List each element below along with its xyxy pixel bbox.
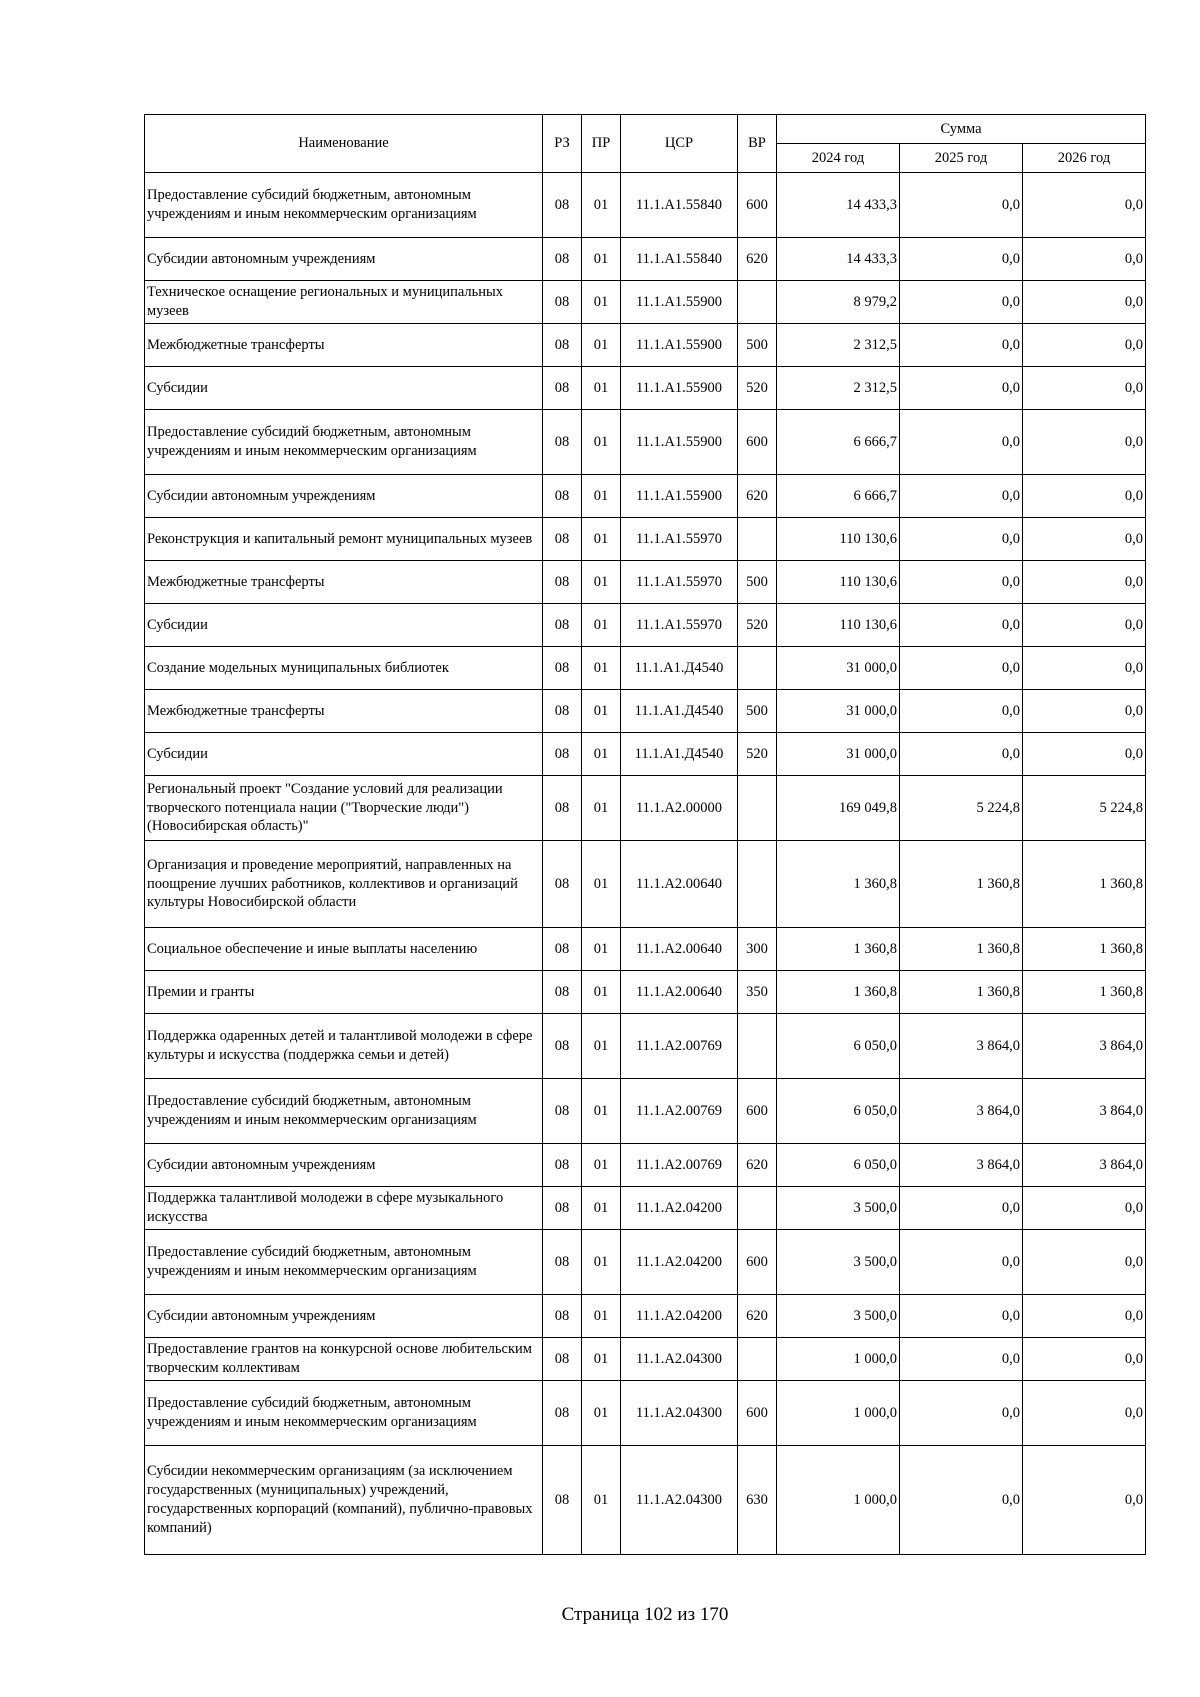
row-sum-2025: 3 864,0 — [900, 1079, 1023, 1144]
row-sum-2025: 0,0 — [900, 1446, 1023, 1555]
row-sum-2026: 1 360,8 — [1023, 841, 1146, 928]
row-csr: 11.1.А1.55900 — [621, 410, 738, 475]
row-rz: 08 — [543, 1338, 582, 1381]
row-rz: 08 — [543, 733, 582, 776]
row-rz: 08 — [543, 841, 582, 928]
row-name: Предоставление субсидий бюджетным, автономным учреждениям и иным некоммерческим организациям — [145, 1079, 543, 1144]
row-csr: 11.1.А1.Д4540 — [621, 690, 738, 733]
row-pr: 01 — [582, 971, 621, 1014]
header-sum: Сумма — [777, 115, 1146, 144]
row-sum-2024: 3 500,0 — [777, 1187, 900, 1230]
row-csr: 11.1.А2.00769 — [621, 1144, 738, 1187]
table-row — [145, 518, 1146, 561]
row-vr: 600 — [738, 1230, 777, 1295]
row-sum-2024: 3 500,0 — [777, 1230, 900, 1295]
table-row — [145, 173, 1146, 238]
row-pr: 01 — [582, 561, 621, 604]
row-csr: 11.1.А1.55900 — [621, 475, 738, 518]
table-row — [145, 733, 1146, 776]
row-sum-2025: 0,0 — [900, 281, 1023, 324]
row-pr: 01 — [582, 1381, 621, 1446]
row-rz: 08 — [543, 324, 582, 367]
row-name: Создание модельных муниципальных библиотек — [145, 647, 543, 690]
budget-table — [144, 114, 1146, 1555]
row-vr: 600 — [738, 1381, 777, 1446]
row-pr: 01 — [582, 1079, 621, 1144]
row-pr: 01 — [582, 841, 621, 928]
header-name: Наименование — [145, 115, 543, 173]
row-sum-2026: 0,0 — [1023, 647, 1146, 690]
row-vr — [738, 776, 777, 841]
row-sum-2026: 5 224,8 — [1023, 776, 1146, 841]
table-row — [145, 1381, 1146, 1446]
row-sum-2025: 0,0 — [900, 733, 1023, 776]
header-pr: ПР — [582, 115, 621, 173]
row-csr: 11.1.А2.00000 — [621, 776, 738, 841]
row-csr: 11.1.А1.55970 — [621, 604, 738, 647]
row-sum-2026: 3 864,0 — [1023, 1144, 1146, 1187]
row-rz: 08 — [543, 776, 582, 841]
row-sum-2024: 6 666,7 — [777, 410, 900, 475]
row-csr: 11.1.А1.55970 — [621, 561, 738, 604]
row-sum-2025: 0,0 — [900, 410, 1023, 475]
row-csr: 11.1.А1.55900 — [621, 324, 738, 367]
header-year-2026: 2026 год — [1023, 144, 1146, 173]
table-row — [145, 561, 1146, 604]
header-vr: ВР — [738, 115, 777, 173]
row-pr: 01 — [582, 1295, 621, 1338]
row-vr: 500 — [738, 561, 777, 604]
row-sum-2024: 31 000,0 — [777, 647, 900, 690]
row-vr — [738, 281, 777, 324]
row-name: Субсидии автономным учреждениям — [145, 238, 543, 281]
row-csr: 11.1.А2.04300 — [621, 1338, 738, 1381]
row-vr: 630 — [738, 1446, 777, 1555]
row-name: Субсидии — [145, 604, 543, 647]
row-name: Субсидии автономным учреждениям — [145, 475, 543, 518]
row-csr: 11.1.А1.55840 — [621, 238, 738, 281]
row-name: Премии и гранты — [145, 971, 543, 1014]
row-sum-2026: 0,0 — [1023, 733, 1146, 776]
row-pr: 01 — [582, 1338, 621, 1381]
row-vr: 500 — [738, 690, 777, 733]
row-name: Предоставление грантов на конкурсной основе любительским творческим коллективам — [145, 1338, 543, 1381]
row-name: Субсидии автономным учреждениям — [145, 1295, 543, 1338]
row-rz: 08 — [543, 475, 582, 518]
row-sum-2024: 1 360,8 — [777, 971, 900, 1014]
row-sum-2026: 0,0 — [1023, 173, 1146, 238]
row-pr: 01 — [582, 1187, 621, 1230]
header-year-2024: 2024 год — [777, 144, 900, 173]
row-sum-2024: 110 130,6 — [777, 561, 900, 604]
row-sum-2026: 0,0 — [1023, 281, 1146, 324]
row-rz: 08 — [543, 1446, 582, 1555]
row-sum-2024: 6 050,0 — [777, 1014, 900, 1079]
row-sum-2024: 31 000,0 — [777, 733, 900, 776]
row-sum-2026: 0,0 — [1023, 1338, 1146, 1381]
row-pr: 01 — [582, 690, 621, 733]
row-pr: 01 — [582, 776, 621, 841]
row-sum-2026: 0,0 — [1023, 324, 1146, 367]
table-row — [145, 1295, 1146, 1338]
row-name: Организация и проведение мероприятий, направленных на поощрение лучших работников, коллективов и организаций культуры Новосибирской области — [145, 841, 543, 928]
row-pr: 01 — [582, 1446, 621, 1555]
row-sum-2025: 0,0 — [900, 367, 1023, 410]
row-name: Предоставление субсидий бюджетным, автономным учреждениям и иным некоммерческим организациям — [145, 1381, 543, 1446]
table-row — [145, 1079, 1146, 1144]
row-vr: 600 — [738, 173, 777, 238]
row-vr: 600 — [738, 410, 777, 475]
row-pr: 01 — [582, 367, 621, 410]
row-csr: 11.1.А1.55970 — [621, 518, 738, 561]
row-csr: 11.1.А2.00769 — [621, 1079, 738, 1144]
row-vr: 300 — [738, 928, 777, 971]
row-rz: 08 — [543, 173, 582, 238]
table-row — [145, 367, 1146, 410]
row-sum-2025: 0,0 — [900, 518, 1023, 561]
row-vr: 620 — [738, 238, 777, 281]
row-sum-2025: 0,0 — [900, 238, 1023, 281]
row-sum-2024: 110 130,6 — [777, 518, 900, 561]
row-vr: 350 — [738, 971, 777, 1014]
row-sum-2024: 6 050,0 — [777, 1144, 900, 1187]
row-sum-2024: 1 360,8 — [777, 928, 900, 971]
table-row — [145, 1187, 1146, 1230]
row-sum-2026: 1 360,8 — [1023, 971, 1146, 1014]
page-number: Страница 102 из 170 — [561, 1604, 729, 1625]
row-sum-2025: 1 360,8 — [900, 971, 1023, 1014]
table-row — [145, 647, 1146, 690]
table-row — [145, 604, 1146, 647]
row-pr: 01 — [582, 1230, 621, 1295]
row-vr: 500 — [738, 324, 777, 367]
row-csr: 11.1.А2.04200 — [621, 1230, 738, 1295]
row-sum-2025: 5 224,8 — [900, 776, 1023, 841]
row-vr — [738, 1187, 777, 1230]
row-name: Предоставление субсидий бюджетным, автономным учреждениям и иным некоммерческим организациям — [145, 410, 543, 475]
row-csr: 11.1.А2.00640 — [621, 971, 738, 1014]
row-rz: 08 — [543, 971, 582, 1014]
row-rz: 08 — [543, 1187, 582, 1230]
row-rz: 08 — [543, 238, 582, 281]
row-sum-2025: 0,0 — [900, 647, 1023, 690]
row-sum-2025: 0,0 — [900, 1230, 1023, 1295]
row-sum-2024: 1 000,0 — [777, 1338, 900, 1381]
row-sum-2024: 1 000,0 — [777, 1446, 900, 1555]
row-rz: 08 — [543, 1079, 582, 1144]
row-name: Межбюджетные трансферты — [145, 561, 543, 604]
row-sum-2025: 0,0 — [900, 604, 1023, 647]
row-sum-2025: 0,0 — [900, 690, 1023, 733]
row-sum-2026: 0,0 — [1023, 1446, 1146, 1555]
row-csr: 11.1.А2.04200 — [621, 1187, 738, 1230]
row-vr: 620 — [738, 475, 777, 518]
row-sum-2025: 0,0 — [900, 324, 1023, 367]
table-row — [145, 324, 1146, 367]
table-row — [145, 475, 1146, 518]
row-csr: 11.1.А1.55840 — [621, 173, 738, 238]
row-sum-2024: 110 130,6 — [777, 604, 900, 647]
row-rz: 08 — [543, 281, 582, 324]
row-sum-2025: 1 360,8 — [900, 841, 1023, 928]
row-vr: 600 — [738, 1079, 777, 1144]
row-rz: 08 — [543, 647, 582, 690]
row-sum-2026: 0,0 — [1023, 1381, 1146, 1446]
row-sum-2024: 2 312,5 — [777, 367, 900, 410]
row-vr: 620 — [738, 1295, 777, 1338]
row-vr: 520 — [738, 604, 777, 647]
table-row — [145, 1144, 1146, 1187]
row-vr — [738, 647, 777, 690]
row-sum-2025: 3 864,0 — [900, 1014, 1023, 1079]
row-name: Субсидии автономным учреждениям — [145, 1144, 543, 1187]
row-rz: 08 — [543, 561, 582, 604]
row-sum-2026: 0,0 — [1023, 518, 1146, 561]
row-rz: 08 — [543, 928, 582, 971]
row-sum-2025: 0,0 — [900, 561, 1023, 604]
row-pr: 01 — [582, 1014, 621, 1079]
row-sum-2024: 6 666,7 — [777, 475, 900, 518]
header-year-2025: 2025 год — [900, 144, 1023, 173]
row-name: Предоставление субсидий бюджетным, автономным учреждениям и иным некоммерческим организациям — [145, 173, 543, 238]
row-name: Межбюджетные трансферты — [145, 690, 543, 733]
row-pr: 01 — [582, 928, 621, 971]
row-sum-2024: 1 000,0 — [777, 1381, 900, 1446]
row-sum-2024: 1 360,8 — [777, 841, 900, 928]
row-name: Реконструкция и капитальный ремонт муниципальных музеев — [145, 518, 543, 561]
row-sum-2025: 0,0 — [900, 1187, 1023, 1230]
table-row — [145, 971, 1146, 1014]
row-rz: 08 — [543, 1230, 582, 1295]
row-pr: 01 — [582, 647, 621, 690]
table-header — [145, 115, 1146, 173]
row-name: Региональный проект "Создание условий для реализации творческого потенциала нации ("Творческие люди") (Новосибирская область)" — [145, 776, 543, 841]
row-sum-2026: 0,0 — [1023, 561, 1146, 604]
row-pr: 01 — [582, 733, 621, 776]
row-vr — [738, 841, 777, 928]
row-sum-2024: 14 433,3 — [777, 173, 900, 238]
row-sum-2026: 0,0 — [1023, 410, 1146, 475]
row-sum-2024: 14 433,3 — [777, 238, 900, 281]
row-csr: 11.1.А2.04300 — [621, 1381, 738, 1446]
row-sum-2025: 0,0 — [900, 1295, 1023, 1338]
row-rz: 08 — [543, 1381, 582, 1446]
row-sum-2025: 1 360,8 — [900, 928, 1023, 971]
table-row — [145, 1014, 1146, 1079]
row-rz: 08 — [543, 1295, 582, 1338]
row-rz: 08 — [543, 410, 582, 475]
row-csr: 11.1.А1.Д4540 — [621, 733, 738, 776]
row-sum-2026: 0,0 — [1023, 1295, 1146, 1338]
row-sum-2024: 169 049,8 — [777, 776, 900, 841]
row-name: Поддержка талантливой молодежи в сфере музыкального искусства — [145, 1187, 543, 1230]
row-name: Субсидии некоммерческим организациям (за исключением государственных (муниципальных) учреждений, государственных корпораций (компаний), публично-правовых компаний) — [145, 1446, 543, 1555]
row-sum-2025: 0,0 — [900, 1381, 1023, 1446]
row-csr: 11.1.А2.04300 — [621, 1446, 738, 1555]
row-csr: 11.1.А2.00640 — [621, 841, 738, 928]
row-rz: 08 — [543, 1144, 582, 1187]
row-sum-2026: 0,0 — [1023, 690, 1146, 733]
table-row — [145, 1230, 1146, 1295]
row-sum-2024: 6 050,0 — [777, 1079, 900, 1144]
row-rz: 08 — [543, 690, 582, 733]
row-csr: 11.1.А2.00769 — [621, 1014, 738, 1079]
row-sum-2026: 0,0 — [1023, 367, 1146, 410]
header-csr: ЦСР — [621, 115, 738, 173]
row-sum-2025: 0,0 — [900, 1338, 1023, 1381]
table-row — [145, 410, 1146, 475]
table-row — [145, 238, 1146, 281]
row-sum-2026: 0,0 — [1023, 1187, 1146, 1230]
row-name: Социальное обеспечение и иные выплаты населению — [145, 928, 543, 971]
row-vr: 620 — [738, 1144, 777, 1187]
table-row — [145, 1446, 1146, 1555]
row-pr: 01 — [582, 324, 621, 367]
row-sum-2026: 3 864,0 — [1023, 1079, 1146, 1144]
row-sum-2025: 0,0 — [900, 475, 1023, 518]
row-sum-2026: 0,0 — [1023, 1230, 1146, 1295]
row-sum-2024: 3 500,0 — [777, 1295, 900, 1338]
row-pr: 01 — [582, 410, 621, 475]
row-rz: 08 — [543, 1014, 582, 1079]
row-rz: 08 — [543, 367, 582, 410]
row-rz: 08 — [543, 604, 582, 647]
row-vr — [738, 518, 777, 561]
row-csr: 11.1.А1.55900 — [621, 281, 738, 324]
header-rz: РЗ — [543, 115, 582, 173]
table-row — [145, 690, 1146, 733]
row-sum-2026: 3 864,0 — [1023, 1014, 1146, 1079]
row-vr — [738, 1014, 777, 1079]
row-pr: 01 — [582, 604, 621, 647]
row-rz: 08 — [543, 518, 582, 561]
row-pr: 01 — [582, 281, 621, 324]
row-name: Поддержка одаренных детей и талантливой молодежи в сфере культуры и искусства (поддержка семьи и детей) — [145, 1014, 543, 1079]
table-row — [145, 928, 1146, 971]
row-vr: 520 — [738, 367, 777, 410]
table-row — [145, 776, 1146, 841]
row-sum-2025: 0,0 — [900, 173, 1023, 238]
row-name: Субсидии — [145, 733, 543, 776]
row-vr: 520 — [738, 733, 777, 776]
row-sum-2026: 0,0 — [1023, 238, 1146, 281]
table-row — [145, 1338, 1146, 1381]
row-csr: 11.1.А1.55900 — [621, 367, 738, 410]
row-csr: 11.1.А2.00640 — [621, 928, 738, 971]
table-row — [145, 841, 1146, 928]
row-name: Субсидии — [145, 367, 543, 410]
row-pr: 01 — [582, 475, 621, 518]
row-name: Предоставление субсидий бюджетным, автономным учреждениям и иным некоммерческим организациям — [145, 1230, 543, 1295]
row-sum-2024: 8 979,2 — [777, 281, 900, 324]
row-pr: 01 — [582, 173, 621, 238]
row-csr: 11.1.А1.Д4540 — [621, 647, 738, 690]
row-csr: 11.1.А2.04200 — [621, 1295, 738, 1338]
row-pr: 01 — [582, 518, 621, 561]
row-name: Межбюджетные трансферты — [145, 324, 543, 367]
row-pr: 01 — [582, 238, 621, 281]
row-vr — [738, 1338, 777, 1381]
row-pr: 01 — [582, 1144, 621, 1187]
table-body — [145, 173, 1146, 1555]
row-sum-2026: 0,0 — [1023, 604, 1146, 647]
row-sum-2024: 31 000,0 — [777, 690, 900, 733]
row-sum-2025: 3 864,0 — [900, 1144, 1023, 1187]
row-name: Техническое оснащение региональных и муниципальных музеев — [145, 281, 543, 324]
row-sum-2026: 1 360,8 — [1023, 928, 1146, 971]
table-row — [145, 281, 1146, 324]
row-sum-2026: 0,0 — [1023, 475, 1146, 518]
row-sum-2024: 2 312,5 — [777, 324, 900, 367]
